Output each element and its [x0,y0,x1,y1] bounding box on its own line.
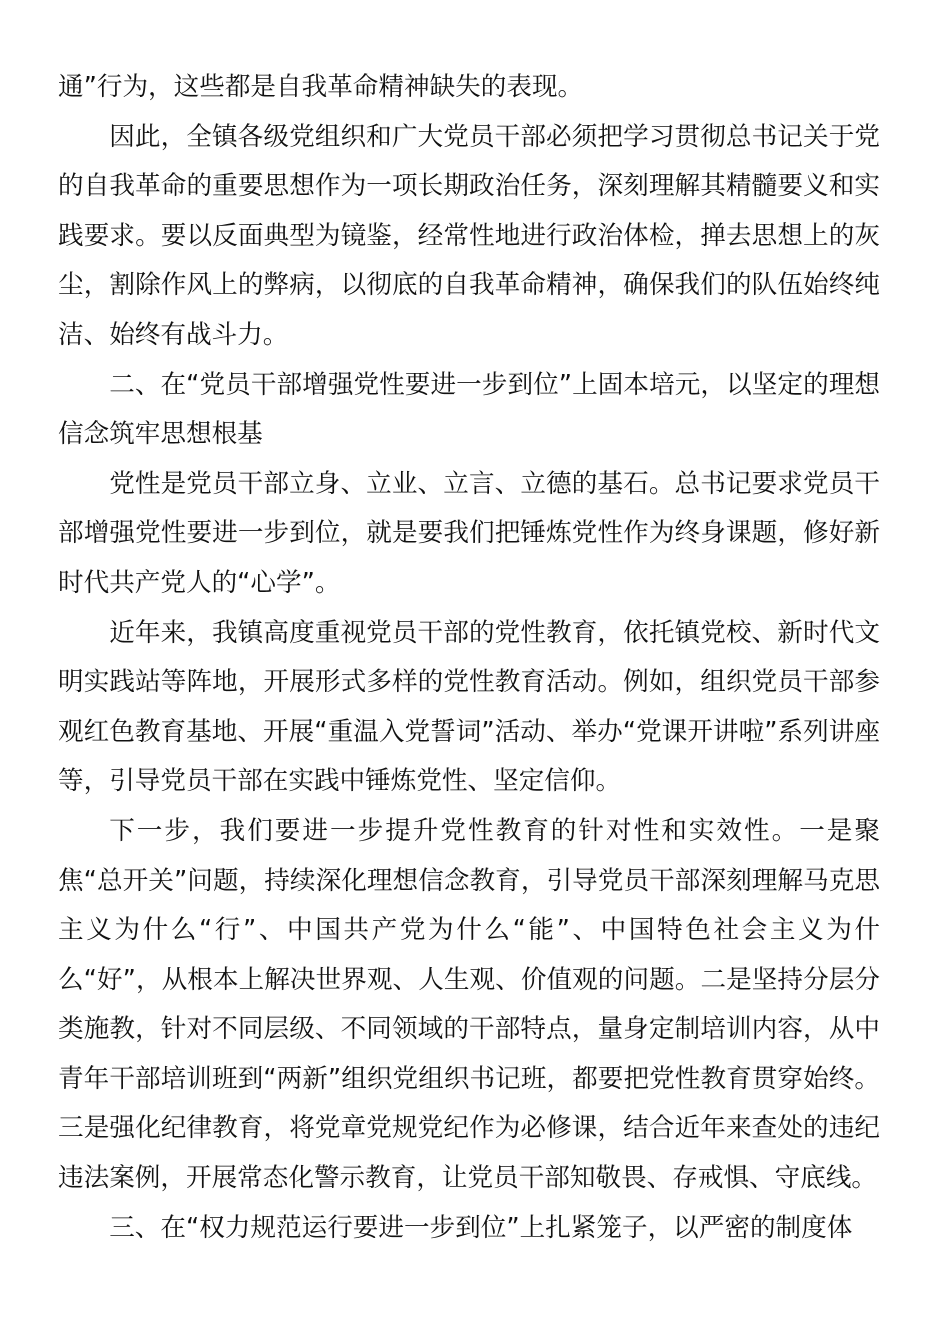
section-heading: 二、在“党员干部增强党性要进一步到位”上固本培元，以坚定的理想信念筑牢思想根基 [58,369,880,450]
paragraph-continuation: 通”行为，这些都是自我革命精神缺失的表现。 [58,72,584,102]
paragraph: 下一步，我们要进一步提升党性教育的针对性和实效性。一是聚焦“总开关”问题，持续深化理想信念教育，引导党员干部深刻理解马克思主义为什么“行”、中国共产党为什么“能”、中国特色社会主义为什么“好”，从根本上解决世界观、人生观、价值观的问题。二是坚持分层分类施教，针对不同层级、不同领域的干部特点，量身定制培训内容，从中青年干部培训班到“两新”组织党组织书记班，都要把党性教育贯穿始终。三是强化纪律教育，将党章党规党纪作为必修课，结合近年来查处的违纪违法案例，开展常态化警示教育，让党员干部知敬畏、存戒惧、守底线。 [58,815,880,1194]
paragraph: 近年来，我镇高度重视党员干部的党性教育，依托镇党校、新时代文明实践站等阵地，开展形式多样的党性教育活动。例如，组织党员干部参观红色教育基地、开展“重温入党誓词”活动、举办“党课开讲啦”系列讲座等，引导党员干部在实践中锤炼党性、坚定信仰。 [58,617,880,797]
paragraph: 党性是党员干部立身、立业、立言、立德的基石。总书记要求党员干部增强党性要进一步到位，就是要我们把锤炼党性作为终身课题，修好新时代共产党人的“心学”。 [58,468,880,598]
section-heading: 三、在“权力规范运行要进一步到位”上扎紧笼子，以严密的制度体 [109,1212,853,1243]
paragraph: 因此，全镇各级党组织和广大党员干部必须把学习贯彻总书记关于党的自我革命的重要思想作为一项长期政治任务，深刻理解其精髓要义和实践要求。要以反面典型为镜鉴，经常性地进行政治体检，掸去思想上的灰尘，割除作风上的弊病，以彻底的自我革命精神，确保我们的队伍始终纯洁、始终有战斗力。 [58,121,880,350]
document-body [58,63,880,1253]
